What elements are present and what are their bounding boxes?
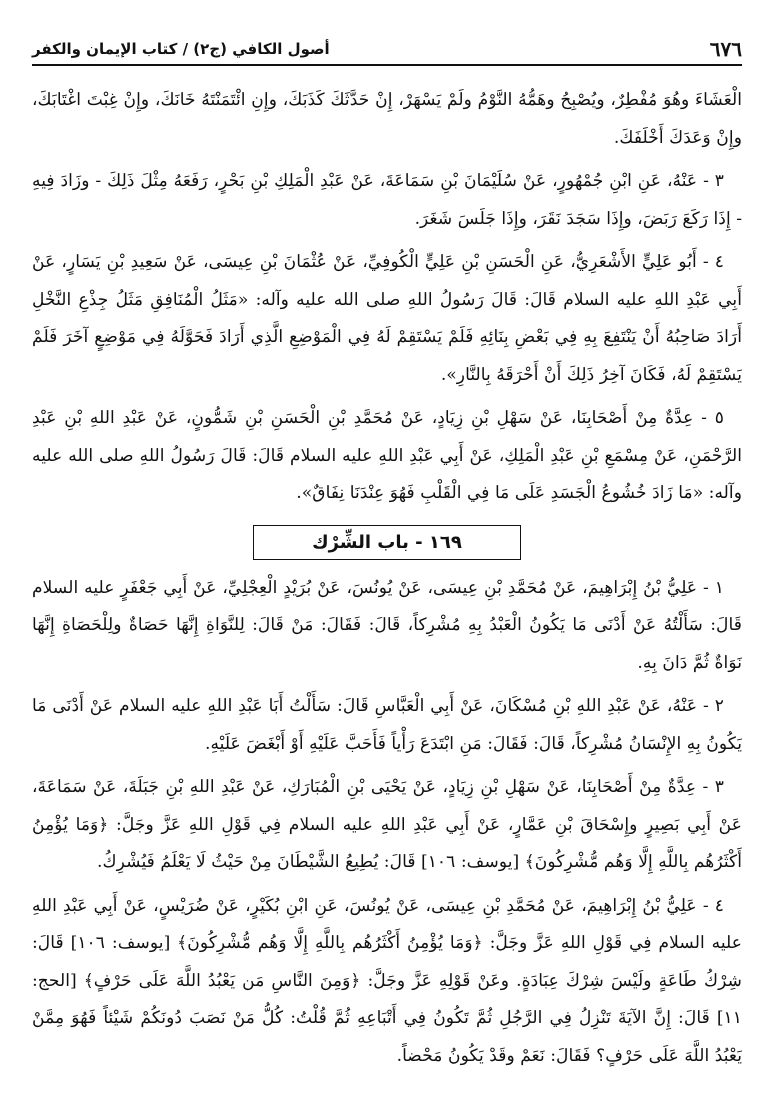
hadith-4: ٤ - أَبُو عَلِيٍّ الأَشْعَرِيُّ، عَنِ الْحَسَنِ بْنِ عَلِيٍّ الْكُوفِيِّ، عَنْ عُثْمَانَ بْنِ عِيسَى، عَنْ سَعِيدِ بْنِ يَسَارٍ، عَنْ أَبِي عَبْدِ اللهِ عليه السلام قَالَ: قَالَ رَسُولُ اللهِ صلى الله عليه وآله: «مَثَلُ الْمُنَافِقِ مَثَلُ جِذْعِ النَّخْلِ أَرَادَ صَاحِبُهُ أَنْ يَنْتَفِعَ بِهِ فِي بَعْضِ بِنَائِهِ فَلَمْ يَسْتَقِمْ لَهُ فِي الْمَوْضِعِ الَّذِي أَرَادَ فَحَوَّلَهُ فِي مَوْضِعٍ آخَرَ فَلَمْ يَسْتَقِمْ لَهُ، فَكَانَ آخِرُ ذَلِكَ أَنْ أَحْرَقَهُ بِالنَّارِ». xyxy=(32,252,742,385)
page-body xyxy=(32,82,742,1081)
hadith-3: ٣ - عَنْهُ، عَنِ ابْنِ جُمْهُورٍ، عَنْ سُلَيْمَانَ بْنِ سَمَاعَةَ، عَنْ عَبْدِ الْمَلِكِ بْنِ بَحْرٍ، رَفَعَهُ مِثْلَ ذَلِكَ - وزَادَ فِيهِ - إِذَا رَكَعَ رَبَضَ، وإِذَا سَجَدَ نَقَرَ، وإِذَا جَلَسَ شَغَرَ. xyxy=(32,171,742,229)
paragraph-continuation: الْعَشَاءَ وهُوَ مُفْطِرٌ، ويُصْبِحُ وهَمُّهُ النَّوْمُ ولَمْ يَسْهَرْ، إِنْ حَدَّثَكَ كَذَبَكَ، وإِنِ ائْتَمَنْتَهُ خَانَكَ، وإِنْ غِبْتَ اغْتَابَكَ، وإِنْ وَعَدَكَ أَخْلَفَكَ. xyxy=(32,90,742,148)
shirk-hadith-2: ٢ - عَنْهُ، عَنْ عَبْدِ اللهِ بْنِ مُسْكَانَ، عَنْ أَبِي الْعَبَّاسِ قَالَ: سَأَلْتُ أَبَا عَبْدِ اللهِ عليه السلام عَنْ أَدْنَى مَا يَكُونُ بِهِ الإِنْسَانُ مُشْرِكاً، قَالَ: فَقَالَ: مَنِ ابْتَدَعَ رَأْياً فَأَحَبَّ عَلَيْهِ أَوْ أَبْغَضَ عَلَيْهِ. xyxy=(32,696,742,754)
shirk-hadith-4: ٤ - عَلِيُّ بْنُ إِبْرَاهِيمَ، عَنْ مُحَمَّدِ بْنِ عِيسَى، عَنْ يُونُسَ، عَنِ ابْنِ بُكَيْرٍ، عَنْ ضُرَيْسٍ، عَنْ أَبِي عَبْدِ اللهِ عليه السلام فِي قَوْلِ اللهِ عَزَّ وجَلَّ: ﴿وَمَا يُؤْمِنُ أَكْثَرُهُم بِاللَّهِ إِلَّا وَهُم مُّشْرِكُونَ﴾ [يوسف: ١٠٦] قَالَ: شِرْكُ طَاعَةٍ ولَيْسَ شِرْكَ عِبَادَةٍ. وعَنْ قَوْلِهِ عَزَّ وجَلَّ: ﴿وَمِنَ النَّاسِ مَن يَعْبُدُ اللَّهَ عَلَى حَرْفٍ﴾ [الحج: ١١] قَالَ: إِنَّ الآيَةَ تَنْزِلُ فِي الرَّجُلِ ثُمَّ تَكُونُ فِي أَتْبَاعِهِ ثُمَّ قُلْتُ: كُلُّ مَنْ نَصَبَ دُونَكُمْ شَيْئاً فَهُوَ مِمَّنْ يَعْبُدُ اللَّهَ عَلَى حَرْفٍ؟ فَقَالَ: نَعَمْ وقَدْ يَكُونُ مَحْضاً. xyxy=(32,895,742,1066)
page-header xyxy=(32,34,742,66)
shirk-hadith-1: ١ - عَلِيُّ بْنُ إِبْرَاهِيمَ، عَنْ مُحَمَّدِ بْنِ عِيسَى، عَنْ يُونُسَ، عَنْ بُرَيْدٍ الْعِجْلِيِّ، عَنْ أَبِي جَعْفَرٍ عليه السلام قَالَ: سَأَلْتُهُ عَنْ أَدْنَى مَا يَكُونُ الْعَبْدُ بِهِ مُشْرِكاً، قَالَ: فَقَالَ: مَنْ قَالَ: لِلنَّوَاةِ إِنَّهَا حَصَاةٌ ولِلْحَصَاةِ إِنَّهَا نَوَاةٌ ثُمَّ دَانَ بِهِ. xyxy=(32,577,742,673)
hadith-5: ٥ - عِدَّةٌ مِنْ أَصْحَابِنَا، عَنْ سَهْلِ بْنِ زِيَادٍ، عَنْ مُحَمَّدِ بْنِ الْحَسَنِ بْنِ شَمُّونٍ، عَنْ عَبْدِ اللهِ بْنِ عَبْدِ الرَّحْمَنِ، عَنْ مِسْمَعِ بْنِ عَبْدِ الْمَلِكِ، عَنْ أَبِي عَبْدِ اللهِ عليه السلام قَالَ: قَالَ رَسُولُ اللهِ صلى الله عليه وآله: «مَا زَادَ خُشُوعُ الْجَسَدِ عَلَى مَا فِي الْقَلْبِ فَهُوَ عِنْدَنَا نِفَاقٌ». xyxy=(32,408,742,503)
shirk-hadith-3: ٣ - عِدَّةٌ مِنْ أَصْحَابِنَا، عَنْ سَهْلِ بْنِ زِيَادٍ، عَنْ يَحْيَى بْنِ الْمُبَارَكِ، عَنْ عَبْدِ اللهِ بْنِ جَبَلَةَ، عَنْ سَمَاعَةَ، عَنْ أَبِي بَصِيرٍ وإِسْحَاقَ بْنِ عَمَّارٍ، عَنْ أَبِي عَبْدِ اللهِ عليه السلام فِي قَوْلِ اللهِ عَزَّ وجَلَّ: ﴿وَمَا يُؤْمِنُ أَكْثَرُهُم بِاللَّهِ إِلَّا وَهُم مُّشْرِكُونَ﴾ [يوسف: ١٠٦] قَالَ: يُطِيعُ الشَّيْطَانَ مِنْ حَيْثُ لَا يَعْلَمُ فَيُشْرِكُ. xyxy=(32,777,742,872)
chapter-heading: ١٦٩ - باب الشِّرْك xyxy=(253,525,521,560)
chapter-heading-wrapper xyxy=(32,525,742,560)
running-title: أصول الكافي (ج٢) / كتاب الإيمان والكفر xyxy=(32,40,330,58)
page-number: ٦٧٦ xyxy=(709,37,742,61)
